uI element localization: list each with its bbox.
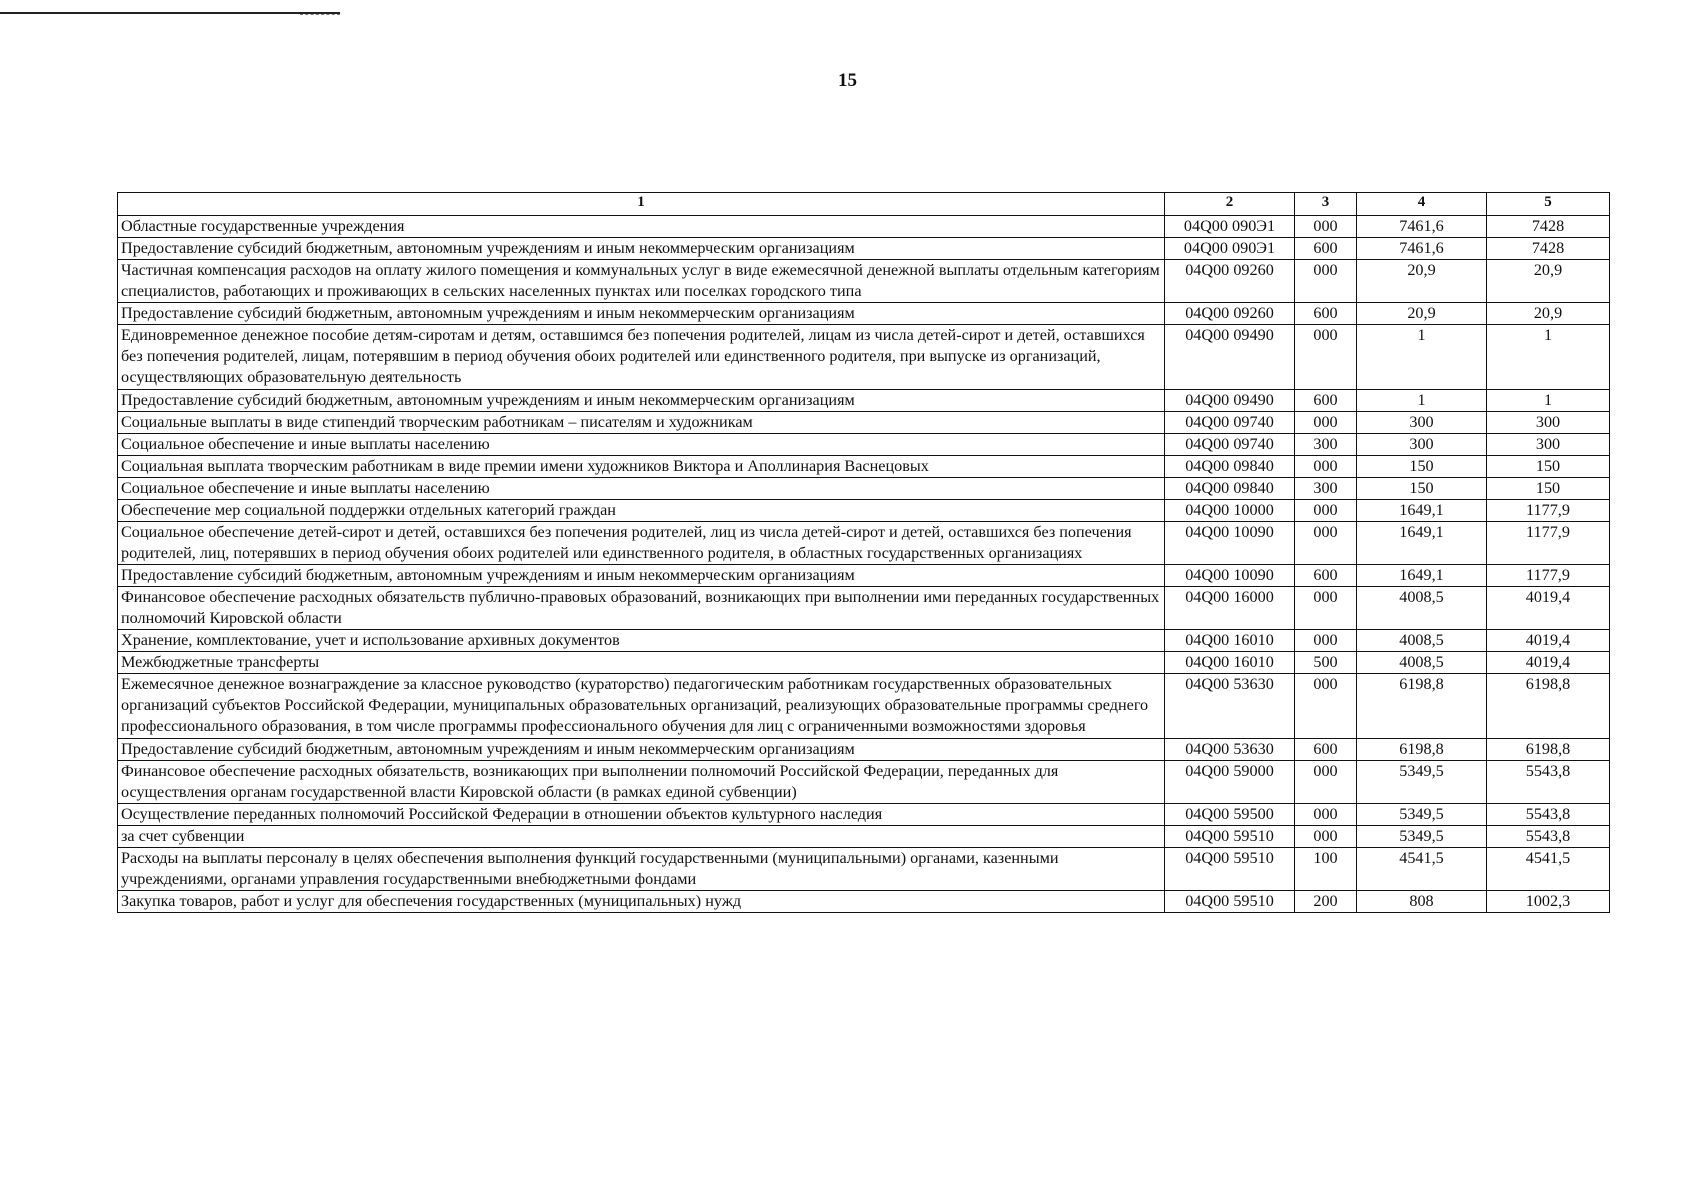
row-value-col5-cell: 1177,9 <box>1487 521 1610 564</box>
row-code-cell: 04Q00 59510 <box>1165 847 1295 890</box>
row-code-cell: 04Q00 10090 <box>1165 565 1295 587</box>
row-value-col5-cell: 20,9 <box>1487 303 1610 325</box>
row-name-cell: Закупка товаров, работ и услуг для обеспечения государственных (муниципальных) нужд <box>118 890 1165 912</box>
row-value-col5-cell: 150 <box>1487 455 1610 477</box>
row-value-col5-cell: 6198,8 <box>1487 738 1610 760</box>
budget-table <box>117 192 1610 913</box>
row-code-cell: 04Q00 53630 <box>1165 674 1295 738</box>
row-type-cell: 300 <box>1295 477 1357 499</box>
row-value-col4-cell: 4541,5 <box>1357 847 1487 890</box>
header-col-4: 4 <box>1357 193 1487 216</box>
row-value-col4-cell: 1 <box>1357 389 1487 411</box>
row-code-cell: 04Q00 59500 <box>1165 803 1295 825</box>
row-type-cell: 000 <box>1295 216 1357 238</box>
row-code-cell: 04Q00 09740 <box>1165 433 1295 455</box>
row-value-col5-cell: 7428 <box>1487 238 1610 260</box>
row-type-cell: 000 <box>1295 411 1357 433</box>
row-value-col5-cell: 6198,8 <box>1487 674 1610 738</box>
row-name-cell: Единовременное денежное пособие детям-сиротам и детям, оставшимся без попечения родителей, лицам из числа детей-сирот и детей, оставшихся без попечения родителей, лицам, потерявшим в период обучения обоих родителей или единственного родителя, при выпуске из организаций, осуществляющих образовательную деятельность <box>118 325 1165 389</box>
table-row <box>118 411 1610 433</box>
row-value-col5-cell: 4019,4 <box>1487 587 1610 630</box>
row-value-col5-cell: 1 <box>1487 389 1610 411</box>
row-type-cell: 000 <box>1295 825 1357 847</box>
row-code-cell: 04Q00 09840 <box>1165 455 1295 477</box>
table-row <box>118 630 1610 652</box>
row-code-cell: 04Q00 16010 <box>1165 652 1295 674</box>
header-col-3: 3 <box>1295 193 1357 216</box>
row-code-cell: 04Q00 16010 <box>1165 630 1295 652</box>
row-value-col5-cell: 1002,3 <box>1487 890 1610 912</box>
table-row <box>118 587 1610 630</box>
row-code-cell: 04Q00 09740 <box>1165 411 1295 433</box>
table-row <box>118 803 1610 825</box>
row-value-col4-cell: 5349,5 <box>1357 803 1487 825</box>
row-type-cell: 100 <box>1295 847 1357 890</box>
row-code-cell: 04Q00 59510 <box>1165 825 1295 847</box>
row-name-cell: Обеспечение мер социальной поддержки отдельных категорий граждан <box>118 499 1165 521</box>
table-row <box>118 674 1610 738</box>
top-rule-faint <box>300 14 340 15</box>
row-code-cell: 04Q00 09840 <box>1165 477 1295 499</box>
row-value-col4-cell: 1649,1 <box>1357 521 1487 564</box>
row-name-cell: Хранение, комплектование, учет и использование архивных документов <box>118 630 1165 652</box>
row-type-cell: 000 <box>1295 455 1357 477</box>
row-type-cell: 000 <box>1295 630 1357 652</box>
row-value-col4-cell: 808 <box>1357 890 1487 912</box>
row-type-cell: 300 <box>1295 433 1357 455</box>
row-value-col4-cell: 1649,1 <box>1357 499 1487 521</box>
row-value-col4-cell: 7461,6 <box>1357 238 1487 260</box>
row-name-cell: Ежемесячное денежное вознаграждение за классное руководство (кураторство) педагогическим работникам государственных образовательных организаций субъектов Российской Федерации, муниципальных образовательных организаций, реализующих образовательные программы среднего профессионального образования, в том числе программы профессионального обучения для лиц с ограниченными возможностями здоровья <box>118 674 1165 738</box>
table-row <box>118 238 1610 260</box>
row-value-col4-cell: 20,9 <box>1357 260 1487 303</box>
row-name-cell: Частичная компенсация расходов на оплату жилого помещения и коммунальных услуг в виде ежемесячной денежной выплаты отдельным категориям специалистов, работающих и проживающих в сельских населенных пунктах или поселках городского типа <box>118 260 1165 303</box>
row-value-col4-cell: 4008,5 <box>1357 587 1487 630</box>
row-value-col5-cell: 4019,4 <box>1487 652 1610 674</box>
row-value-col4-cell: 4008,5 <box>1357 630 1487 652</box>
table-row <box>118 652 1610 674</box>
header-col-5: 5 <box>1487 193 1610 216</box>
row-type-cell: 200 <box>1295 890 1357 912</box>
table-row <box>118 760 1610 803</box>
table-row <box>118 738 1610 760</box>
row-name-cell: Предоставление субсидий бюджетным, автономным учреждениям и иным некоммерческим организациям <box>118 238 1165 260</box>
row-code-cell: 04Q00 53630 <box>1165 738 1295 760</box>
row-name-cell: Осуществление переданных полномочий Российской Федерации в отношении объектов культурного наследия <box>118 803 1165 825</box>
row-value-col5-cell: 4541,5 <box>1487 847 1610 890</box>
row-value-col4-cell: 5349,5 <box>1357 760 1487 803</box>
row-value-col4-cell: 1649,1 <box>1357 565 1487 587</box>
row-name-cell: Социальные выплаты в виде стипендий творческим работникам – писателям и художникам <box>118 411 1165 433</box>
table-row <box>118 521 1610 564</box>
row-code-cell: 04Q00 59000 <box>1165 760 1295 803</box>
row-value-col4-cell: 5349,5 <box>1357 825 1487 847</box>
row-value-col4-cell: 4008,5 <box>1357 652 1487 674</box>
row-code-cell: 04Q00 09490 <box>1165 389 1295 411</box>
row-name-cell: Расходы на выплаты персоналу в целях обеспечения выполнения функций государственными (муниципальными) органами, казенными учреждениями, органами управления государственными внебюджетными фондами <box>118 847 1165 890</box>
table-header-row <box>118 193 1610 216</box>
row-name-cell: Предоставление субсидий бюджетным, автономным учреждениям и иным некоммерческим организациям <box>118 303 1165 325</box>
page-number: 15 <box>838 70 857 91</box>
row-type-cell: 600 <box>1295 738 1357 760</box>
row-name-cell: Предоставление субсидий бюджетным, автономным учреждениям и иным некоммерческим организациям <box>118 738 1165 760</box>
row-type-cell: 000 <box>1295 521 1357 564</box>
row-code-cell: 04Q00 090Э1 <box>1165 238 1295 260</box>
row-name-cell: Социальная выплата творческим работникам в виде премии имени художников Виктора и Аполлинария Васнецовых <box>118 455 1165 477</box>
row-type-cell: 600 <box>1295 238 1357 260</box>
table-row <box>118 565 1610 587</box>
row-code-cell: 04Q00 09490 <box>1165 325 1295 389</box>
row-value-col5-cell: 5543,8 <box>1487 803 1610 825</box>
row-type-cell: 000 <box>1295 260 1357 303</box>
row-value-col4-cell: 300 <box>1357 433 1487 455</box>
row-code-cell: 04Q00 10090 <box>1165 521 1295 564</box>
table-row <box>118 847 1610 890</box>
row-value-col5-cell: 20,9 <box>1487 260 1610 303</box>
table-row <box>118 455 1610 477</box>
row-type-cell: 000 <box>1295 325 1357 389</box>
row-value-col5-cell: 4019,4 <box>1487 630 1610 652</box>
table-row <box>118 890 1610 912</box>
row-name-cell: Социальное обеспечение детей-сирот и детей, оставшихся без попечения родителей, лиц из числа детей-сирот и детей, оставшихся без попечения родителей, лиц, потерявших в период обучения обоих родителей или единственного родителя, в областных государственных организациях <box>118 521 1165 564</box>
row-name-cell: Предоставление субсидий бюджетным, автономным учреждениям и иным некоммерческим организациям <box>118 389 1165 411</box>
row-type-cell: 600 <box>1295 303 1357 325</box>
row-value-col4-cell: 20,9 <box>1357 303 1487 325</box>
row-value-col5-cell: 1177,9 <box>1487 499 1610 521</box>
table-row <box>118 433 1610 455</box>
table-row <box>118 216 1610 238</box>
table-row <box>118 303 1610 325</box>
top-rule <box>0 12 340 14</box>
row-type-cell: 600 <box>1295 565 1357 587</box>
row-name-cell: Областные государственные учреждения <box>118 216 1165 238</box>
row-value-col5-cell: 150 <box>1487 477 1610 499</box>
row-type-cell: 000 <box>1295 587 1357 630</box>
row-value-col5-cell: 1177,9 <box>1487 565 1610 587</box>
table-row <box>118 825 1610 847</box>
row-value-col5-cell: 1 <box>1487 325 1610 389</box>
row-code-cell: 04Q00 090Э1 <box>1165 216 1295 238</box>
row-value-col4-cell: 150 <box>1357 477 1487 499</box>
row-name-cell: Финансовое обеспечение расходных обязательств, возникающих при выполнении полномочий Российской Федерации, переданных для осуществления органам государственной власти Кировской области (в рамках единой субвенции) <box>118 760 1165 803</box>
row-value-col5-cell: 300 <box>1487 411 1610 433</box>
row-value-col5-cell: 5543,8 <box>1487 825 1610 847</box>
row-code-cell: 04Q00 59510 <box>1165 890 1295 912</box>
row-code-cell: 04Q00 09260 <box>1165 260 1295 303</box>
row-value-col5-cell: 7428 <box>1487 216 1610 238</box>
row-value-col4-cell: 7461,6 <box>1357 216 1487 238</box>
table-body <box>118 216 1610 913</box>
row-value-col4-cell: 1 <box>1357 325 1487 389</box>
row-type-cell: 000 <box>1295 803 1357 825</box>
header-col-1: 1 <box>118 193 1165 216</box>
row-type-cell: 000 <box>1295 760 1357 803</box>
row-name-cell: Межбюджетные трансферты <box>118 652 1165 674</box>
table-row <box>118 260 1610 303</box>
row-code-cell: 04Q00 16000 <box>1165 587 1295 630</box>
row-name-cell: Социальное обеспечение и иные выплаты населению <box>118 433 1165 455</box>
header-col-2: 2 <box>1165 193 1295 216</box>
table-row <box>118 499 1610 521</box>
row-name-cell: за счет субвенции <box>118 825 1165 847</box>
table-row <box>118 477 1610 499</box>
row-value-col4-cell: 6198,8 <box>1357 674 1487 738</box>
row-name-cell: Финансовое обеспечение расходных обязательств публично-правовых образований, возникающих при выполнении ими переданных государственных полномочий Кировской области <box>118 587 1165 630</box>
row-type-cell: 600 <box>1295 389 1357 411</box>
row-type-cell: 000 <box>1295 674 1357 738</box>
row-value-col4-cell: 150 <box>1357 455 1487 477</box>
row-value-col4-cell: 300 <box>1357 411 1487 433</box>
row-value-col4-cell: 6198,8 <box>1357 738 1487 760</box>
row-name-cell: Социальное обеспечение и иные выплаты населению <box>118 477 1165 499</box>
row-value-col5-cell: 5543,8 <box>1487 760 1610 803</box>
row-code-cell: 04Q00 09260 <box>1165 303 1295 325</box>
table-row <box>118 389 1610 411</box>
row-type-cell: 000 <box>1295 499 1357 521</box>
row-name-cell: Предоставление субсидий бюджетным, автономным учреждениям и иным некоммерческим организациям <box>118 565 1165 587</box>
table-row <box>118 325 1610 389</box>
row-type-cell: 500 <box>1295 652 1357 674</box>
row-code-cell: 04Q00 10000 <box>1165 499 1295 521</box>
row-value-col5-cell: 300 <box>1487 433 1610 455</box>
